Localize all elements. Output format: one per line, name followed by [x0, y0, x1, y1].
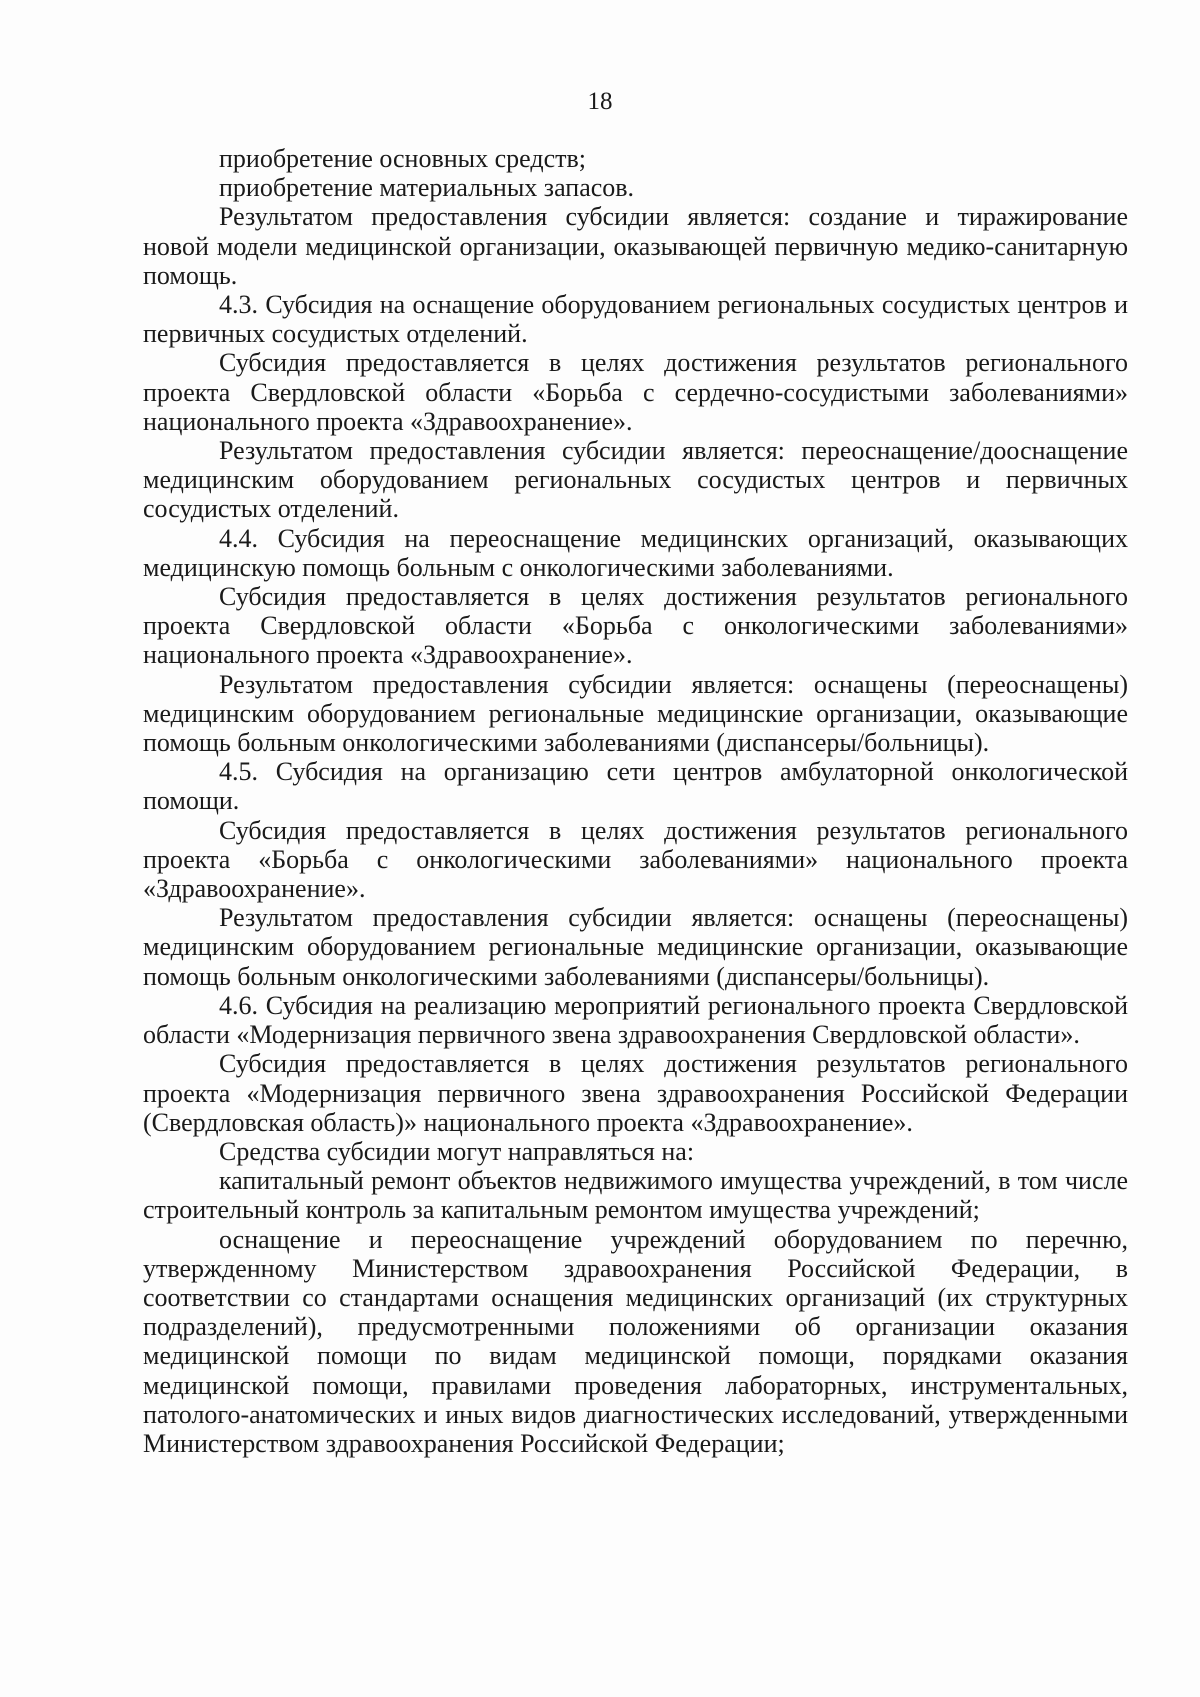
- list-item: капитальный ремонт объектов недвижимого имущества учреждений, в том числе строительный контроль за капитальным ремонтом имущества учреждений;: [143, 1166, 1128, 1225]
- paragraph: Результатом предоставления субсидии является: оснащены (переоснащены) медицинским оборудованием региональные медицинские организации, оказывающие помощь больным онкологическими заболеваниями (диспансеры/больницы).: [143, 903, 1128, 991]
- paragraph: приобретение основных средств;: [219, 144, 586, 173]
- section-heading-4-3: 4.3. Субсидия на оснащение оборудованием региональных сосудистых центров и первичных сосудистых отделений.: [143, 290, 1128, 349]
- paragraph: Субсидия предоставляется в целях достижения результатов регионального проекта «Борьба с онкологическими заболеваниями» национального проекта «Здравоохранение».: [143, 815, 1128, 904]
- paragraph: приобретение материальных запасов.: [219, 173, 635, 203]
- paragraph: Результатом предоставления субсидии является: переоснащение/дооснащение медицинским оборудованием региональных сосудистых центров и первичных сосудистых отделений.: [143, 436, 1128, 524]
- section-heading-4-6: 4.6. Субсидия на реализацию мероприятий регионального проекта Свердловской области «Модернизация первичного звена здравоохранения Свердловской области».: [143, 990, 1128, 1050]
- paragraph: Субсидия предоставляется в целях достижения результатов регионального проекта Свердловской области «Борьба с сердечно-сосудистыми заболеваниями» национального проекта «Здравоохранение».: [143, 348, 1128, 436]
- paragraph: Результатом предоставления субсидии является: создание и тиражирование новой модели медицинской организации, оказывающей первичную медико-санитарную помощь.: [143, 202, 1128, 290]
- page-number: 18: [587, 88, 613, 115]
- document-body: [143, 144, 1128, 1458]
- section-heading-4-5: 4.5. Субсидия на организацию сети центров амбулаторной онкологической помощи.: [143, 757, 1128, 816]
- section-heading-4-4: 4.4. Субсидия на переоснащение медицинских организаций, оказывающих медицинскую помощь больным с онкологическими заболеваниями.: [143, 523, 1128, 582]
- paragraph: Субсидия предоставляется в целях достижения результатов регионального проекта «Модернизация первичного звена здравоохранения Российской Федерации (Свердловская область)» национального проекта «Здравоохранение».: [143, 1049, 1128, 1137]
- paragraph: Средства субсидии могут направляться на:: [219, 1136, 695, 1166]
- paragraph: Результатом предоставления субсидии является: оснащены (переоснащены) медицинским оборудованием региональные медицинские организации, оказывающие помощь больным онкологическими заболеваниями (диспансеры/больницы).: [143, 669, 1128, 758]
- list-item: оснащение и переоснащение учреждений оборудованием по перечню, утвержденному Министерством здравоохранения Российской Федерации, в соответствии со стандартами оснащения медицинских организаций (их структурных подразделений), предусмотренными положениями об организации оказания медицинской помощи по видам медицинской помощи, порядками оказания медицинской помощи, правилами проведения лабораторных, инструментальных, патолого-анатомических и иных видов диагностических исследований, утвержденными Министерством здравоохранения Российской Федерации;: [143, 1224, 1128, 1458]
- paragraph: Субсидия предоставляется в целях достижения результатов регионального проекта Свердловской области «Борьба с онкологическими заболеваниями» национального проекта «Здравоохранение».: [143, 582, 1128, 670]
